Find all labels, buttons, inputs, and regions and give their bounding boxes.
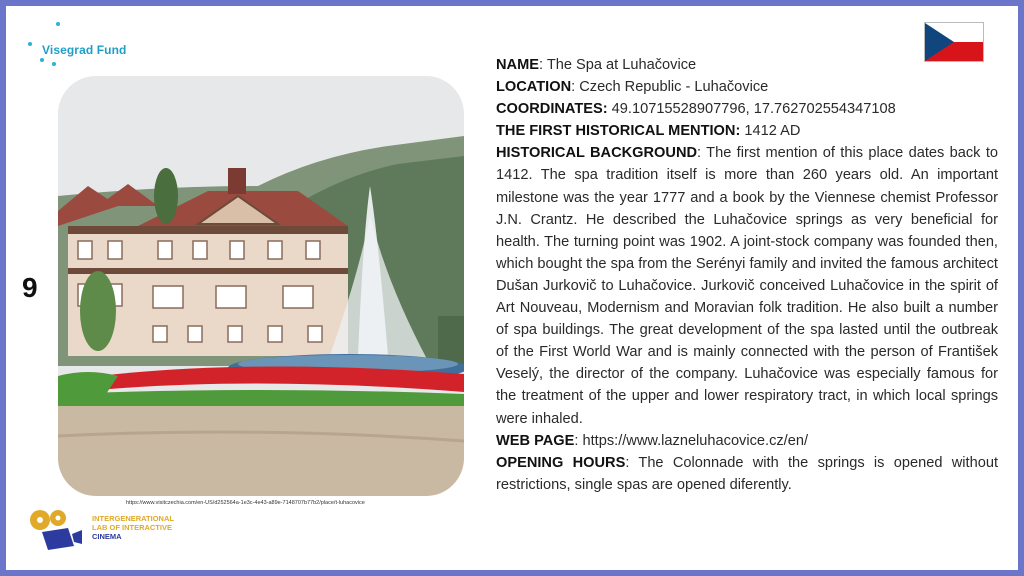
slide — [6, 6, 1018, 570]
name-value: : The Spa at Luhačovice — [538, 57, 697, 73]
visegrad-fund-logo — [26, 22, 136, 72]
visegrad-fund-label: Visegrad Fund — [42, 43, 127, 57]
name-label: NAME — [496, 57, 539, 73]
slide-number: 9 — [22, 272, 38, 303]
logo-dot — [28, 42, 32, 46]
lab-logo-line: INTERGENERATIONAL — [92, 514, 174, 523]
film-camera-icon — [24, 506, 84, 552]
lab-logo-line: CINEMA — [92, 532, 122, 541]
logo-dot — [56, 22, 60, 26]
location-row — [496, 76, 998, 98]
first-mention-value: 1412 AD — [740, 123, 801, 140]
coordinates-label: COORDINATES: — [496, 101, 608, 118]
info-text — [496, 54, 998, 496]
opening-hours-row — [496, 452, 998, 496]
name-row — [496, 54, 998, 76]
first-mention-label: THE FIRST HISTORICAL MENTION: — [496, 123, 741, 140]
historical-background-value: : The first mention of this place dates back to 1412. The spa tradition itself is more than 260 years old. An important milestone was the year 1777 and a book by the Viennese chemist Professor J.N. Crantz. He described the Luhačovice springs as very beneficial for health. The turning point was 1902. A joint-stock company was founded then, which bought the spa from the Serényi family and invited the famous architect Dušan Jurkovič to Luhačovice. Jurkovič conceived Luhačovice in the spirit of Art Nouveau, Modernism and Moravian folk tradition. He also built a number of spa buildings. The great development of the spa lasted until the outbreak of the First World War and is mainly connected with the person of František Veselý, the director of the company. Luhačovice was especially famous for the treatment of the upper and lower respiratory tract, in which local springs were inhaled. — [496, 145, 998, 427]
web-page-label: WEB PAGE — [496, 432, 575, 449]
logo-dot — [52, 62, 56, 66]
lab-logo-text — [92, 514, 174, 541]
coordinates-value: 49.10715528907796, 17.762702554347108 — [607, 101, 896, 118]
opening-hours-label: OPENING HOURS — [496, 454, 626, 471]
intergenerational-lab-logo — [24, 506, 194, 556]
location-value: : Czech Republic - Luhačovice — [571, 79, 769, 96]
image-credit: https://www.visitczechia.com/en-US/d252564a-1e3c-4e43-a89e-7148707b77b2/place/t-luhacovice — [126, 500, 365, 506]
web-page-row — [496, 430, 998, 452]
coordinates-row — [496, 98, 998, 120]
location-label: LOCATION — [496, 79, 572, 96]
historical-background-row — [496, 142, 998, 429]
first-mention-row — [496, 120, 998, 142]
lab-logo-line: LAB OF INTERACTIVE — [92, 523, 172, 532]
web-page-value: : https://www.lazneluhacovice.cz/en/ — [574, 432, 809, 449]
historical-background-label: HISTORICAL BACKGROUND — [496, 145, 698, 162]
opening-hours-value: : The Colonnade with the springs is opened without restrictions, single spas are opened diferently. — [496, 454, 999, 493]
logo-dot — [40, 58, 44, 62]
spa-photo — [58, 76, 464, 496]
